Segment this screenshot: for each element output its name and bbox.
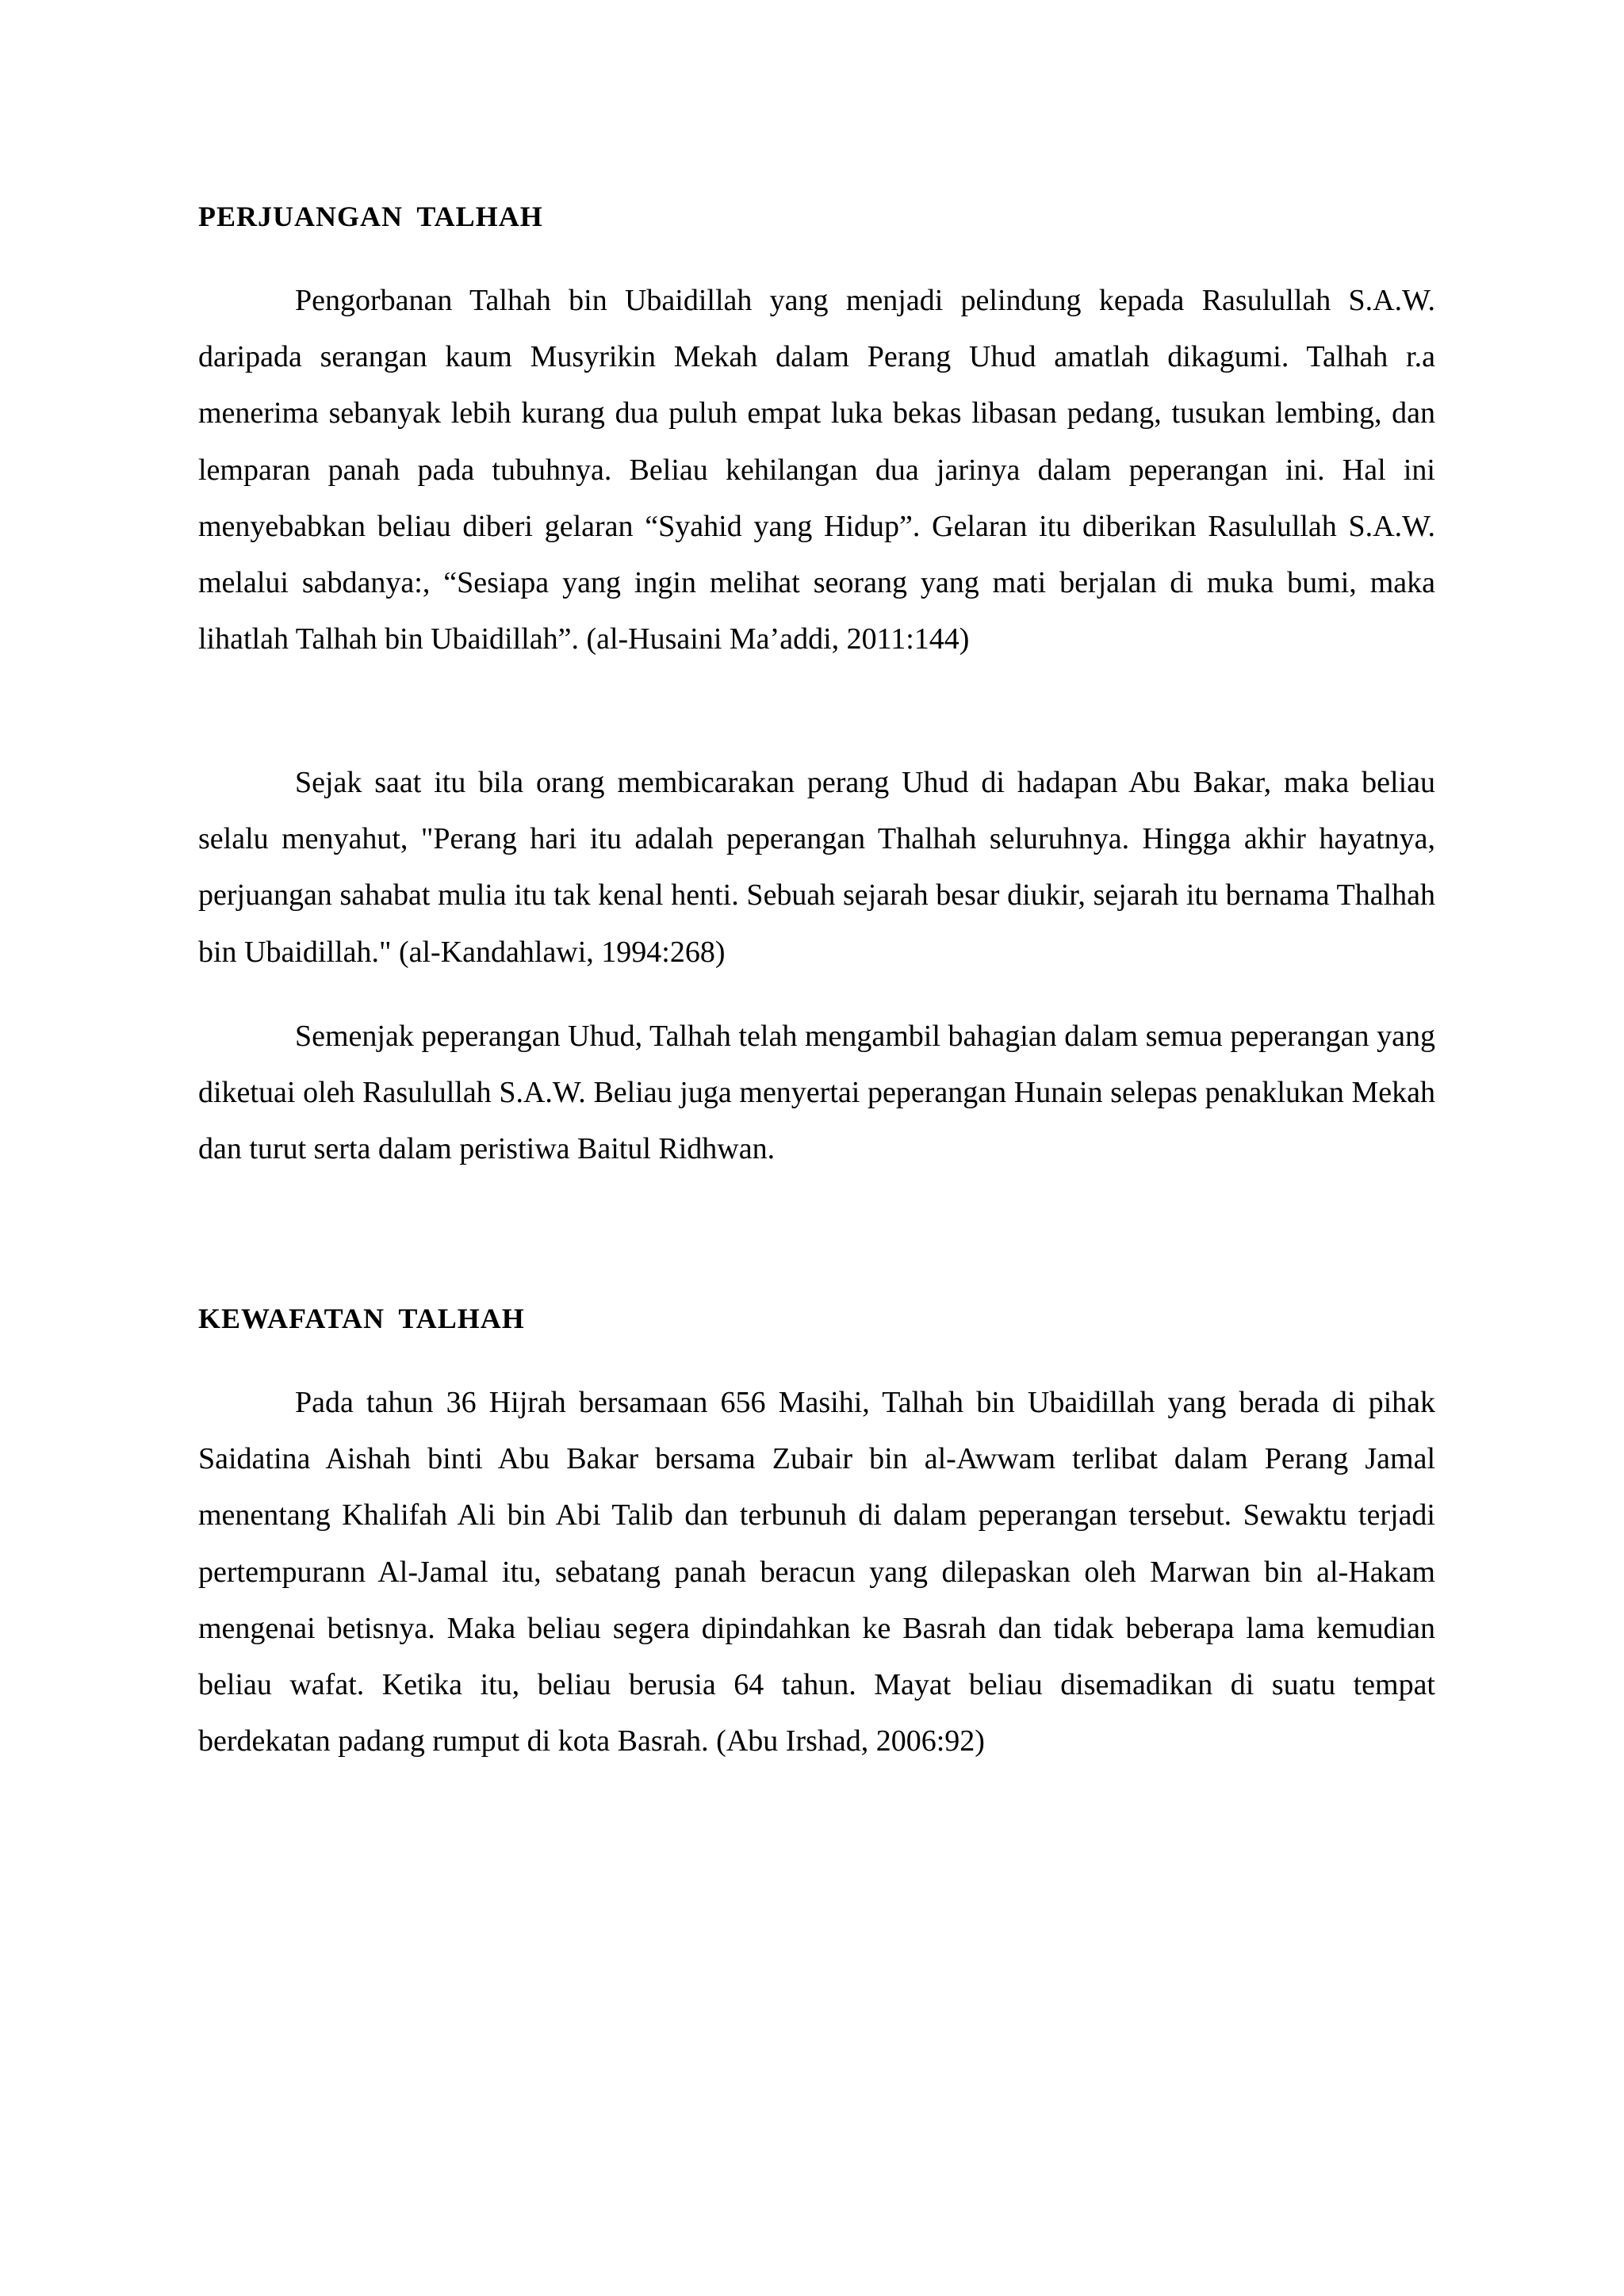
document-page [198, 0, 1435, 2296]
section-heading-kewafatan: KEWAFATAN TALHAH [198, 1303, 525, 1334]
paragraph: Pada tahun 36 Hijrah bersamaan 656 Masihi, Talhah bin Ubaidillah yang berada di pihak Saidatina Aishah binti Abu Bakar bersama Zubair bin al-Awwam terlibat dalam Perang Jamal menentang Khalifah Ali bin Abi Talib dan terbunuh di dalam peperangan tersebut. Sewaktu terjadi pertempurann Al-Jamal itu, sebatang panah beracun yang dilepaskan oleh Marwan bin al-Hakam mengenai betisnya. Maka beliau segera dipindahkan ke Basrah dan tidak beberapa lama kemudian beliau wafat. Ketika itu, beliau berusia 64 tahun. Mayat beliau disemadikan di suatu tempat berdekatan padang rumput di kota Basrah. (Abu Irshad, 2006:92) [198, 1386, 1435, 1758]
paragraph: Pengorbanan Talhah bin Ubaidillah yang menjadi pelindung kepada Rasulullah S.A.W. daripada serangan kaum Musyrikin Mekah dalam Perang Uhud amatlah dikagumi. Talhah r.a menerima sebanyak lebih kurang dua puluh empat luka bekas libasan pedang, tusukan lembing, dan lemparan panah pada tubuhnya. Beliau kehilangan dua jarinya dalam peperangan ini. Hal ini menyebabkan beliau diberi gelaran “Syahid yang Hidup”. Gelaran itu diberikan Rasulullah S.A.W. melalui sabdanya:, “Sesiapa yang ingin melihat seorang yang mati berjalan di muka bumi, maka lihatlah Talhah bin Ubaidillah”. (al-Husaini Ma’addi, 2011:144) [198, 284, 1435, 656]
paragraph: Semenjak peperangan Uhud, Talhah telah mengambil bahagian dalam semua peperangan yang diketuai oleh Rasulullah S.A.W. Beliau juga menyertai peperangan Hunain selepas penaklukan Mekah dan turut serta dalam peristiwa Baitul Ridhwan. [198, 1020, 1435, 1166]
section-heading-perjuangan: PERJUANGAN TALHAH [198, 201, 543, 232]
paragraph: Sejak saat itu bila orang membicarakan perang Uhud di hadapan Abu Bakar, maka beliau selalu menyahut, "Perang hari itu adalah peperangan Thalhah seluruhnya. Hingga akhir hayatnya, perjuangan sahabat mulia itu tak kenal henti. Sebuah sejarah besar diukir, sejarah itu bernama Thalhah bin Ubaidillah." (al-Kandahlawi, 1994:268) [198, 766, 1435, 969]
